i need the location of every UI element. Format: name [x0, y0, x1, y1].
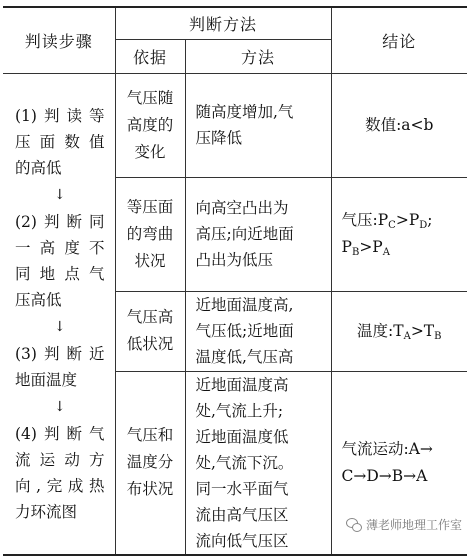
row-3-method — [185, 291, 331, 371]
row-3-basis-line-2: 低状况 — [126, 335, 174, 353]
row-3-method-line-2: 气压低;近地面 — [195, 322, 294, 340]
header-steps: 判读步骤 — [3, 7, 115, 73]
semicolon: ; — [427, 211, 433, 229]
row-4-method-line-5: 同一水平面气 — [195, 479, 289, 498]
down-arrow-icon: ↓ — [53, 186, 66, 203]
row-3-conclusion — [331, 291, 467, 371]
greater-than-p: >P — [359, 238, 383, 256]
step-1-line-1: (1)判读等 — [15, 106, 105, 125]
subscript-a: A — [403, 330, 411, 342]
row-4-method-line-2: 处,气流上升; — [195, 401, 284, 420]
row-1-basis-line-1: 气压随 — [126, 88, 174, 107]
subscript-b: B — [351, 247, 360, 258]
step-4-line-3: 向,完成热 — [15, 476, 105, 495]
watermark-text: 薄老师地理工作室 — [365, 518, 462, 532]
pressure-label: 气压:P — [341, 211, 389, 229]
row-2-basis-line-2: 的弯曲 — [126, 224, 174, 243]
step-4-line-4: 力环流图 — [15, 502, 78, 521]
step-1-line-2: 压面数值 — [15, 132, 105, 151]
subscript-d: D — [419, 220, 428, 231]
row-3-basis — [115, 291, 185, 371]
row-1-method-line-1: 随高度增加,气 — [195, 103, 294, 121]
step-2 — [15, 209, 105, 313]
row-4-method-line-6: 流由高气压区 — [195, 505, 289, 524]
step-3-line-1: (3)判断近 — [15, 344, 105, 363]
row-4-method — [185, 371, 331, 555]
subscript-a: A — [382, 247, 390, 258]
row-2-conclusion-line-2 — [342, 234, 458, 261]
row-4-basis — [115, 371, 185, 555]
row-2-basis-line-1: 等压面 — [126, 197, 174, 216]
row-4-conclusion-line-2: C→D→B→A — [341, 466, 428, 485]
row-1-conclusion: 数值:a<b — [331, 73, 467, 177]
steps-column — [3, 73, 115, 555]
step-4-line-2: 流运动方 — [15, 450, 105, 469]
row-1-method — [185, 73, 331, 177]
step-2-line-4: 压高低 — [15, 290, 62, 309]
step-2-line-1: (2)判断同 — [15, 212, 105, 231]
row-4-basis-line-3: 布状况 — [126, 480, 174, 498]
row-2-method-line-1: 向高空凸出为 — [195, 199, 289, 217]
row-3-method-line-1: 近地面温度高, — [195, 296, 294, 314]
step-2-line-3: 同地点气 — [15, 264, 105, 283]
subscript-c: C — [388, 220, 396, 231]
row-3-method-line-3: 温度低,气压高 — [195, 348, 294, 366]
row-1-basis — [115, 73, 185, 177]
row-2-method — [185, 177, 331, 291]
row-4-method-line-7: 流向低气压区 — [195, 531, 289, 550]
row-1-method-line-2: 压降低 — [195, 129, 243, 147]
row-4-method-line-1: 近地面温度高 — [195, 375, 289, 394]
step-4 — [15, 421, 105, 525]
row-2-method-line-2: 高压;向近地面 — [195, 225, 294, 243]
row-2-basis-line-3: 状况 — [134, 251, 166, 270]
row-1-basis-line-3: 变化 — [134, 142, 166, 161]
row-2-basis — [115, 177, 185, 291]
row-4-conclusion-line-1: 气流运动:A→ — [341, 439, 433, 458]
down-arrow-icon: ↓ — [53, 318, 66, 335]
row-4-basis-line-1: 气压和 — [126, 426, 174, 444]
row-4-basis-line-2: 温度分 — [126, 453, 174, 471]
judgment-table — [3, 6, 467, 556]
step-4-line-1: (4)判断气 — [15, 424, 105, 443]
header-method: 方法 — [185, 39, 331, 73]
step-3 — [15, 341, 105, 393]
step-2-line-2: 一高度不 — [15, 238, 105, 257]
row-4-method-line-4: 处,气流下沉。 — [195, 453, 294, 472]
step-3-line-2: 地面温度 — [15, 370, 78, 389]
pressure-p: P — [341, 238, 352, 256]
row-4-method-line-3: 近地面温度低 — [195, 427, 289, 446]
chat-bubble-icon — [346, 518, 362, 531]
subscript-b: B — [434, 330, 442, 342]
temperature-label: 温度:T — [357, 321, 404, 340]
step-1-line-3: 的高低 — [15, 158, 62, 177]
row-2-conclusion-line-1 — [342, 207, 458, 234]
row-2-conclusion — [331, 177, 467, 291]
down-arrow-icon: ↓ — [53, 398, 66, 415]
step-1 — [15, 103, 105, 181]
row-2-method-line-3: 凸出为低压 — [195, 251, 274, 269]
judgment-table-container — [3, 6, 467, 550]
header-conclusion: 结论 — [331, 7, 467, 73]
header-basis: 依据 — [115, 39, 185, 73]
greater-than-p: >P — [395, 211, 420, 229]
greater-than-t: >T — [410, 321, 435, 340]
row-3-basis-line-1: 气压高 — [126, 308, 174, 326]
row-1-basis-line-2: 高度的 — [126, 115, 174, 134]
header-method-group: 判断方法 — [115, 7, 331, 39]
watermark — [346, 516, 462, 533]
